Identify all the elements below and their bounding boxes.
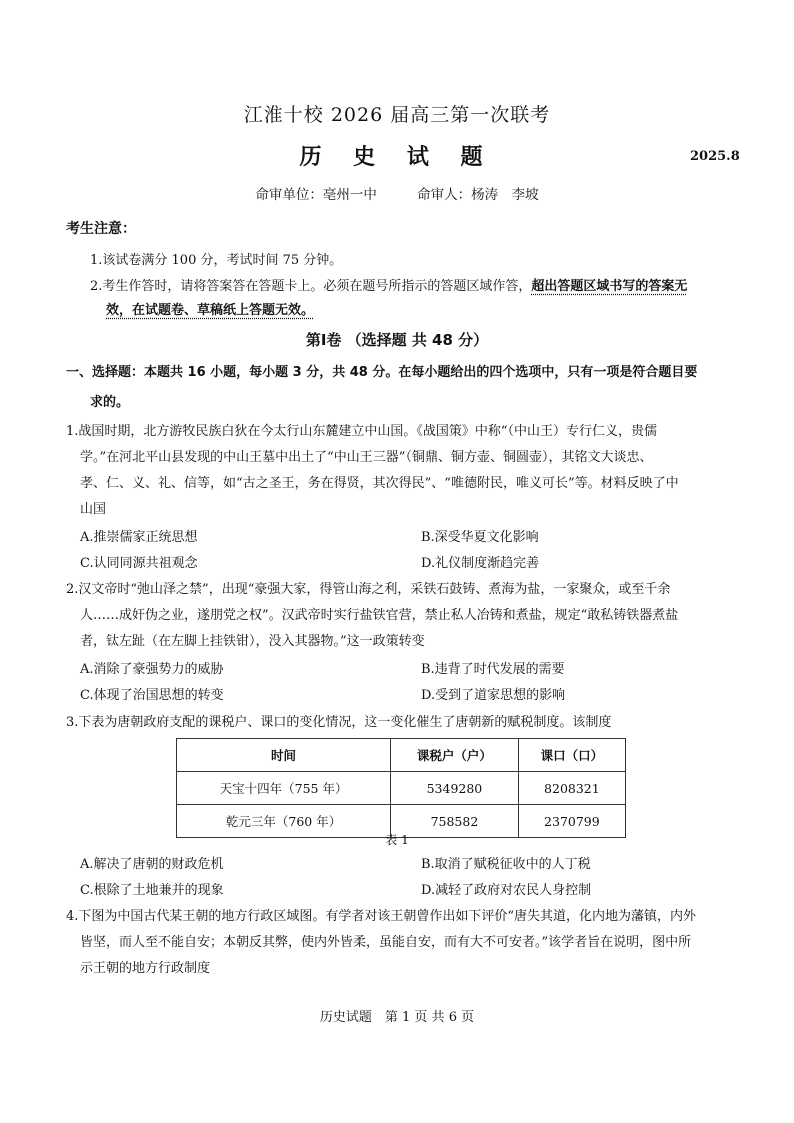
table-cell-households: 758582 [391,805,519,838]
table-cell-households: 5349280 [391,772,519,805]
notice-heading: 考生注意： [66,221,136,237]
q2-stem-line-3: 者，钛左趾（在左脚上挂铁钳），没入其器物。”这一政策转变 [80,634,425,649]
table-cell-time: 乾元三年（760 年） [177,805,391,838]
notice-item-2 [90,275,687,294]
section-title: 第Ⅰ卷 （选择题 共 48 分） [305,331,489,349]
table-header-time: 时间 [177,739,391,772]
table-row [177,772,626,805]
q4-stem-line-2: 皆坚，而人至不能自安；本朝反其弊，使内外皆柔，虽能自安，而有大不可安者。”该学者旨在说明，图中所 [80,935,692,950]
notice-item-2-emphasis: 超出答题区域书写的答案无 [531,279,688,294]
q3-option-d[interactable]: D.减轻了政府对农民人身控制 [421,883,592,898]
q1-option-b[interactable]: B.深受华夏文化影响 [421,530,539,545]
q3-stem-line-1: 3.下表为唐朝政府支配的课税户、课口的变化情况，这一变化催生了唐朝新的赋税制度。该制度 [66,715,612,730]
q1-stem-line-4: 山国 [80,502,107,517]
q1-stem-line-3: 孝、仁、义、礼、信等，如“古之圣王，务在得贤，其次得民”、“唯德附民，唯义可长”等。材料反映了中 [80,476,679,491]
table-cell-persons: 2370799 [518,805,625,838]
q2-option-c[interactable]: C.体现了治国思想的转变 [80,688,224,703]
exam-title: 江淮十校 2026 届高三第一次联考 [243,104,551,126]
table-header-row [177,739,626,772]
q2-option-d[interactable]: D.受到了道家思想的影响 [421,688,566,703]
q3-option-c[interactable]: C.根除了土地兼并的现象 [80,883,224,898]
unit-label: 命审单位：亳州一中 [255,187,377,203]
subject-title: 历 史 试 题 [299,145,495,170]
table-cell-time: 天宝十四年（755 年） [177,772,391,805]
table-cell-persons: 8208321 [518,772,625,805]
section-instruction: 一、选择题：本题共 16 小题，每小题 3 分，共 48 分。在每小题给出的四个选项中，只有一项是符合题目要 [66,365,698,380]
page-footer: 历史试题 第 1 页 共 6 页 [319,1010,475,1025]
notice-item-2-text: 2.考生作答时，请将答案答在答题卡上。必须在题号所指示的答题区域作答， [90,279,532,294]
notice-item-1: 1.该试卷满分 100 分，考试时间 75 分钟。 [90,253,343,268]
q1-stem-line-1: 1.战国时期，北方游牧民族白狄在今太行山东麓建立中山国。《战国策》中称“（中山王）专行仁义，贵儒 [66,424,658,439]
q2-stem-line-1: 2.汉文帝时“弛山泽之禁”，出现“豪强大家，得管山海之利，采铁石鼓铸、煮海为盐，一家聚众，或至千余 [66,582,671,597]
table-caption: 表 1 [385,833,409,847]
q1-option-c[interactable]: C.认同同源共祖观念 [80,556,198,571]
section-instruction-continued: 求的。 [90,395,130,410]
q2-option-a[interactable]: A.消除了豪强势力的威胁 [80,662,224,677]
table-header-households: 课税户（户） [391,739,519,772]
q1-option-d[interactable]: D.礼仪制度渐趋完善 [421,556,540,571]
notice-item-2-continued: 效，在试题卷、草稿纸上答题无效。 [106,303,315,318]
tax-households-table [176,738,626,838]
q4-stem-line-3: 示王朝的地方行政制度 [80,961,211,976]
exam-date: 2025.8 [690,149,740,164]
q2-stem-line-2: 人……成奸伪之业，遂朋党之权”。汉武帝时实行盐铁官营，禁止私人冶铸和煮盐，规定“敢私铸铁器煮盐 [80,608,679,623]
q4-stem-line-1: 4.下图为中国古代某王朝的地方行政区域图。有学者对该王朝曾作出如下评价“唐失其道，化内地为藩镇，内外 [66,909,697,924]
authors-line [0,183,794,203]
q1-option-a[interactable]: A.推崇儒家正统思想 [80,530,198,545]
q3-option-a[interactable]: A.解决了唐朝的财政危机 [80,857,224,872]
reviewers-label: 命审人：杨涛 李坡 [417,187,539,203]
q2-option-b[interactable]: B.违背了时代发展的需要 [421,662,565,677]
q3-option-b[interactable]: B.取消了赋税征收中的人丁税 [421,857,591,872]
table-header-persons: 课口（口） [518,739,625,772]
q1-stem-line-2: 学。”在河北平山县发现的中山王墓中出土了“中山王三器”（铜鼎、铜方壶、铜圆壶），其铭文大谈忠、 [80,450,653,465]
